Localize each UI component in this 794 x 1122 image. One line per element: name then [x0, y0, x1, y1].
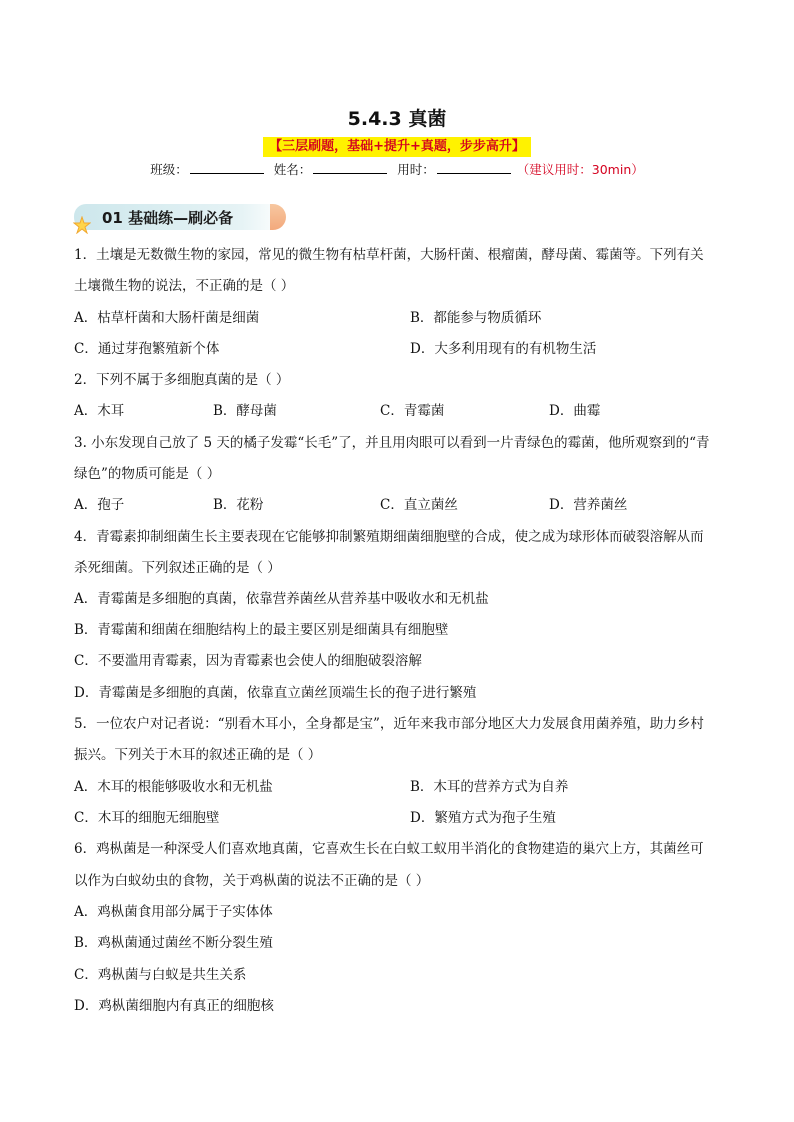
question-1-stem-line-1: 1．土壤是无数微生物的家园，常见的微生物有枯草杆菌，大肠杆菌、根瘤菌，酵母菌、霉菌等。下列有关 — [74, 247, 704, 263]
suggested-time: （建议用时：30min） — [516, 162, 644, 177]
star-icon — [73, 216, 91, 234]
section-header — [74, 204, 284, 230]
question-5-option-d[interactable]: D．繁殖方式为孢子生殖 — [410, 810, 556, 826]
question-4-stem-line-1: 4．青霉素抑制细菌生长主要表现在它能够抑制繁殖期细菌细胞壁的合成，使之成为球形体而破裂溶解从而 — [74, 529, 704, 545]
question-5-options-row-1 — [74, 778, 724, 796]
question-6-option-d[interactable]: D．鸡枞菌细胞内有真正的细胞核 — [74, 998, 274, 1014]
question-6-stem-line-2: 以作为白蚁幼虫的食物，关于鸡枞菌的说法不正确的是（ ） — [74, 873, 430, 889]
question-3-option-a[interactable]: A．孢子 — [74, 497, 125, 513]
page-title: 5.4.3 真菌 — [347, 108, 447, 130]
question-3-option-c[interactable]: C．直立菌丝 — [380, 497, 458, 513]
class-label: 班级： — [150, 162, 188, 177]
question-4-option-d[interactable]: D．青霉菌是多细胞的真菌，依靠直立菌丝顶端生长的孢子进行繁殖 — [74, 685, 477, 701]
question-5-option-c[interactable]: C．木耳的细胞无细胞壁 — [74, 810, 220, 826]
question-1-options-row-2 — [74, 340, 724, 358]
question-2-option-d[interactable]: D．曲霉 — [549, 403, 601, 419]
question-4-option-a[interactable]: A．青霉菌是多细胞的真菌，依靠营养菌丝从营养基中吸收水和无机盐 — [74, 591, 489, 607]
question-3-option-b[interactable]: B．花粉 — [213, 497, 264, 513]
question-5-options-row-2 — [74, 809, 724, 827]
section-title: 01 基础练—刷必备 — [102, 209, 234, 227]
question-3-stem-line-2: 绿色”的物质可能是（ ） — [74, 466, 221, 482]
class-blank[interactable] — [190, 160, 264, 174]
question-6-option-b[interactable]: B．鸡枞菌通过菌丝不断分裂生殖 — [74, 935, 273, 951]
question-3-stem-line-1: 3. 小东发现自己放了 5 天的橘子发霉“长毛”了，并且用肉眼可以看到一片青绿色的霉菌，他所观察到的“青 — [74, 435, 710, 451]
question-5-stem-line-1: 5．一位农户对记者说：“别看木耳小，全身都是宝”，近年来我市部分地区大力发展食用菌养殖，助力乡村 — [74, 716, 704, 732]
question-2-option-a[interactable]: A．木耳 — [74, 403, 125, 419]
question-5-option-a[interactable]: A．木耳的根能够吸收水和无机盐 — [74, 779, 273, 795]
section-ribbon — [270, 204, 286, 230]
practice-banner: 【三层刷题，基础+提升+真题，步步高升】 — [263, 137, 531, 157]
banner-wrap — [0, 137, 794, 157]
question-1-option-a[interactable]: A．枯草杆菌和大肠杆菌是细菌 — [74, 310, 260, 326]
question-1-option-c[interactable]: C．通过芽孢繁殖新个体 — [74, 341, 220, 357]
time-label: 用时： — [397, 162, 435, 177]
name-label: 姓名： — [273, 162, 312, 177]
question-4-stem-line-2: 杀死细菌。下列叙述正确的是（ ） — [74, 560, 281, 576]
question-2-option-b[interactable]: B．酵母菌 — [213, 403, 277, 419]
time-blank[interactable] — [437, 160, 511, 174]
question-4-option-b[interactable]: B．青霉菌和细菌在细胞结构上的最主要区别是细菌具有细胞壁 — [74, 622, 449, 638]
question-5-stem-line-2: 振兴。下列关于木耳的叙述正确的是（ ） — [74, 747, 322, 763]
question-2-stem: 2．下列不属于多细胞真菌的是（ ） — [74, 372, 290, 388]
question-3-option-d[interactable]: D．营养菌丝 — [549, 497, 628, 513]
question-1-option-b[interactable]: B．都能参与物质循环 — [410, 310, 542, 326]
student-info-line — [0, 160, 794, 179]
question-2-option-c[interactable]: C．青霉菌 — [380, 403, 445, 419]
question-4-option-c[interactable]: C．不要滥用青霉素，因为青霉素也会使人的细胞破裂溶解 — [74, 653, 422, 669]
question-6-stem-line-1: 6．鸡枞菌是一种深受人们喜欢地真菌，它喜欢生长在白蚁工蚁用半消化的食物建造的巢穴上方，其菌丝可 — [74, 841, 704, 857]
question-5-option-b[interactable]: B．木耳的营养方式为自养 — [410, 779, 569, 795]
question-6-option-a[interactable]: A．鸡枞菌食用部分属于子实体体 — [74, 904, 273, 920]
question-1-options-row-1 — [74, 309, 724, 327]
name-blank[interactable] — [313, 160, 387, 174]
question-1-option-d[interactable]: D．大多利用现有的有机物生活 — [410, 341, 597, 357]
question-1-stem-line-2: 土壤微生物的说法，不正确的是（ ） — [74, 278, 295, 294]
question-6-option-c[interactable]: C．鸡枞菌与白蚁是共生关系 — [74, 967, 247, 983]
